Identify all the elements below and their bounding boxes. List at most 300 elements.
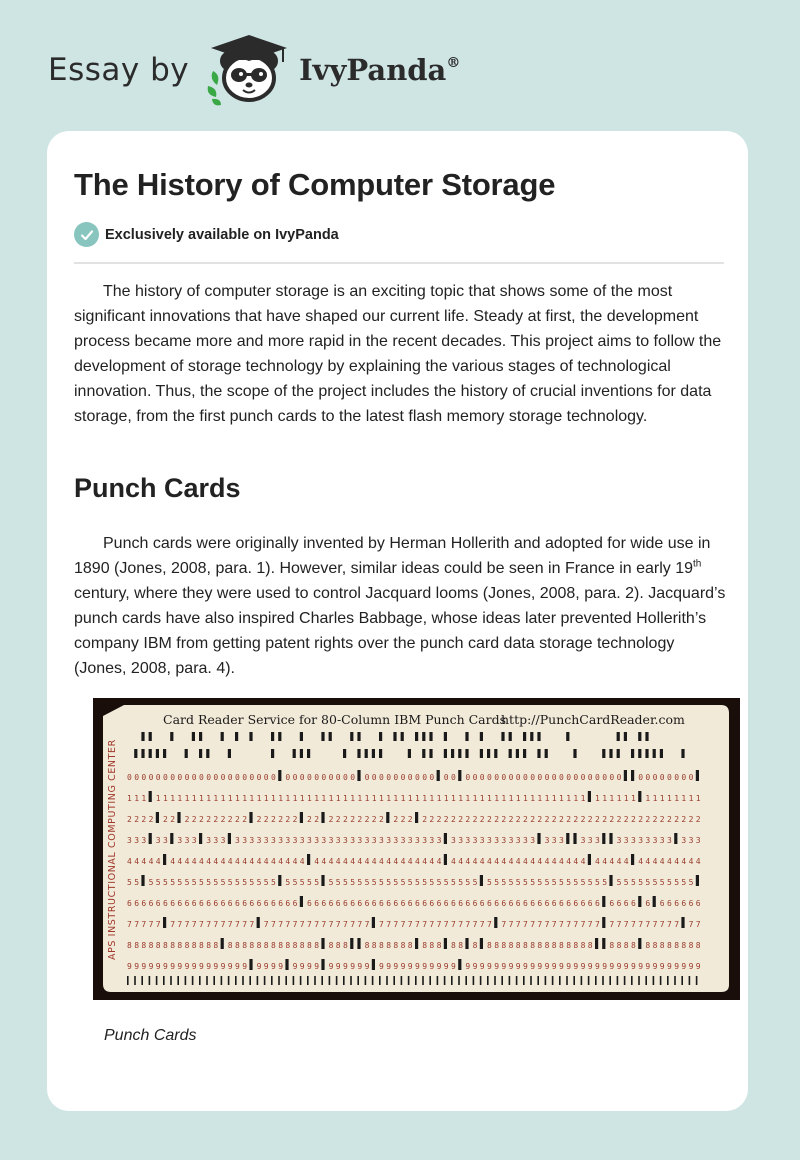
svg-text:0: 0 xyxy=(292,773,298,782)
svg-text:5: 5 xyxy=(371,878,377,887)
svg-text:1: 1 xyxy=(537,794,543,803)
svg-text:0: 0 xyxy=(487,773,492,782)
svg-text:9: 9 xyxy=(494,962,500,971)
svg-text:2: 2 xyxy=(328,815,334,824)
svg-text:0: 0 xyxy=(170,773,176,782)
svg-text:9: 9 xyxy=(278,962,284,971)
svg-text:3: 3 xyxy=(141,836,147,845)
svg-text:5: 5 xyxy=(515,878,521,887)
svg-text:4: 4 xyxy=(508,857,514,866)
svg-text:9: 9 xyxy=(559,962,564,971)
svg-text:4: 4 xyxy=(199,857,204,866)
svg-text:3: 3 xyxy=(415,836,420,845)
svg-text:9: 9 xyxy=(335,962,341,971)
svg-text:9: 9 xyxy=(623,962,629,971)
svg-text:9: 9 xyxy=(609,962,615,971)
svg-text:6: 6 xyxy=(494,899,500,908)
svg-text:6: 6 xyxy=(479,899,485,908)
svg-text:7: 7 xyxy=(451,920,456,929)
svg-text:0: 0 xyxy=(667,773,672,782)
svg-text:0: 0 xyxy=(379,773,384,782)
svg-text:0: 0 xyxy=(616,773,622,782)
svg-text:4: 4 xyxy=(263,857,269,866)
svg-text:4: 4 xyxy=(364,857,370,866)
svg-text:3: 3 xyxy=(249,836,255,845)
svg-text:3: 3 xyxy=(559,836,564,845)
svg-text:6: 6 xyxy=(163,899,168,908)
svg-text:2: 2 xyxy=(307,815,312,824)
svg-text:9: 9 xyxy=(429,962,435,971)
svg-text:2: 2 xyxy=(508,815,514,824)
svg-text:6: 6 xyxy=(227,899,233,908)
panda-logo-icon[interactable] xyxy=(203,31,295,109)
svg-text:8: 8 xyxy=(379,941,384,950)
svg-text:2: 2 xyxy=(616,815,622,824)
svg-text:1: 1 xyxy=(616,794,622,803)
svg-text:8: 8 xyxy=(256,941,262,950)
svg-text:2: 2 xyxy=(357,815,363,824)
svg-text:5: 5 xyxy=(256,878,262,887)
svg-text:8: 8 xyxy=(551,941,557,950)
svg-text:7: 7 xyxy=(415,920,420,929)
svg-text:9: 9 xyxy=(242,962,248,971)
svg-text:8: 8 xyxy=(191,941,197,950)
svg-text:4: 4 xyxy=(213,857,219,866)
svg-text:3: 3 xyxy=(371,836,377,845)
svg-text:7: 7 xyxy=(357,920,363,929)
svg-text:1: 1 xyxy=(544,794,550,803)
svg-text:1: 1 xyxy=(458,794,464,803)
svg-text:6: 6 xyxy=(616,899,622,908)
svg-text:5: 5 xyxy=(177,878,183,887)
svg-text:3: 3 xyxy=(299,836,305,845)
svg-text:3: 3 xyxy=(155,836,161,845)
svg-text:9: 9 xyxy=(573,962,579,971)
svg-text:1: 1 xyxy=(134,794,140,803)
svg-text:8: 8 xyxy=(141,941,147,950)
svg-text:3: 3 xyxy=(595,836,600,845)
svg-text:8: 8 xyxy=(429,941,435,950)
svg-text:8: 8 xyxy=(371,941,377,950)
svg-text:5: 5 xyxy=(299,878,305,887)
svg-text:7: 7 xyxy=(559,920,564,929)
svg-text:7: 7 xyxy=(638,920,644,929)
svg-text:2: 2 xyxy=(163,815,168,824)
svg-text:2: 2 xyxy=(335,815,341,824)
svg-text:6: 6 xyxy=(465,899,471,908)
svg-text:2: 2 xyxy=(191,815,197,824)
svg-text:5: 5 xyxy=(364,878,370,887)
svg-text:7: 7 xyxy=(249,920,255,929)
svg-text:7: 7 xyxy=(587,920,593,929)
svg-text:0: 0 xyxy=(479,773,485,782)
svg-text:9: 9 xyxy=(271,962,276,971)
svg-text:9: 9 xyxy=(631,962,636,971)
svg-text:3: 3 xyxy=(652,836,658,845)
svg-text:6: 6 xyxy=(213,899,219,908)
svg-text:0: 0 xyxy=(364,773,370,782)
svg-text:1: 1 xyxy=(307,794,312,803)
svg-text:2: 2 xyxy=(263,815,269,824)
svg-text:7: 7 xyxy=(386,920,392,929)
svg-text:6: 6 xyxy=(357,899,363,908)
svg-text:7: 7 xyxy=(393,920,399,929)
svg-text:5: 5 xyxy=(623,878,629,887)
svg-text:7: 7 xyxy=(631,920,636,929)
svg-text:1: 1 xyxy=(163,794,168,803)
svg-text:1: 1 xyxy=(213,794,219,803)
svg-text:7: 7 xyxy=(523,920,528,929)
svg-text:8: 8 xyxy=(688,941,694,950)
svg-text:7: 7 xyxy=(580,920,586,929)
svg-text:5: 5 xyxy=(249,878,255,887)
svg-text:9: 9 xyxy=(681,962,687,971)
svg-text:3: 3 xyxy=(436,836,442,845)
svg-text:1: 1 xyxy=(479,794,485,803)
svg-text:6: 6 xyxy=(587,899,593,908)
svg-text:7: 7 xyxy=(307,920,312,929)
svg-text:9: 9 xyxy=(357,962,363,971)
section-paragraph: Punch cards were originally invented by Herman Hollerith and adopted for wide use in 1890 (Jones, 2008, para. 1). However, similar ideas could be seen in France in early 19th century, where they were used to control Jacquard looms (Jones, 2008, para. 2). Jacquard’s punch cards have also inspired Charles Babbage, whose ideas later prevented Hollerith’s company IBM from getting patent rights over the punch card data storage technology (Jones, 2008, para. 4). xyxy=(74,535,726,677)
svg-text:5: 5 xyxy=(206,878,212,887)
svg-text:2: 2 xyxy=(530,815,536,824)
svg-text:3: 3 xyxy=(487,836,492,845)
svg-text:8: 8 xyxy=(249,941,255,950)
svg-text:3: 3 xyxy=(184,836,190,845)
svg-text:8: 8 xyxy=(544,941,550,950)
svg-text:7: 7 xyxy=(429,920,435,929)
svg-text:9: 9 xyxy=(191,962,197,971)
svg-text:2: 2 xyxy=(544,815,550,824)
svg-text:4: 4 xyxy=(170,857,176,866)
svg-text:9: 9 xyxy=(155,962,161,971)
svg-text:3: 3 xyxy=(494,836,500,845)
svg-text:1: 1 xyxy=(379,794,384,803)
svg-text:2: 2 xyxy=(256,815,262,824)
svg-text:1: 1 xyxy=(299,794,305,803)
card-header-left: Card Reader Service for 80-Column IBM Punch Cards xyxy=(163,712,507,727)
svg-text:0: 0 xyxy=(242,773,248,782)
svg-text:7: 7 xyxy=(213,920,219,929)
svg-text:0: 0 xyxy=(271,773,276,782)
svg-text:3: 3 xyxy=(256,836,262,845)
svg-text:2: 2 xyxy=(695,815,701,824)
svg-text:8: 8 xyxy=(422,941,428,950)
svg-text:3: 3 xyxy=(587,836,593,845)
svg-text:6: 6 xyxy=(422,899,428,908)
svg-text:0: 0 xyxy=(415,773,420,782)
svg-text:4: 4 xyxy=(184,857,190,866)
svg-text:7: 7 xyxy=(127,920,132,929)
svg-text:4: 4 xyxy=(487,857,492,866)
svg-text:3: 3 xyxy=(134,836,140,845)
svg-text:6: 6 xyxy=(328,899,334,908)
svg-text:9: 9 xyxy=(170,962,176,971)
svg-text:6: 6 xyxy=(314,899,320,908)
svg-text:9: 9 xyxy=(299,962,305,971)
card-side-text: APS INSTRUCTIONAL COMPUTING CENTER xyxy=(107,739,118,960)
svg-text:4: 4 xyxy=(537,857,543,866)
svg-text:5: 5 xyxy=(285,878,291,887)
svg-text:9: 9 xyxy=(127,962,132,971)
svg-text:7: 7 xyxy=(515,920,521,929)
svg-text:3: 3 xyxy=(551,836,557,845)
svg-text:7: 7 xyxy=(645,920,651,929)
svg-text:0: 0 xyxy=(407,773,413,782)
svg-text:6: 6 xyxy=(573,899,579,908)
svg-text:4: 4 xyxy=(415,857,420,866)
check-icon xyxy=(74,222,99,247)
svg-text:0: 0 xyxy=(659,773,665,782)
svg-text:3: 3 xyxy=(335,836,341,845)
svg-text:2: 2 xyxy=(566,815,572,824)
svg-text:7: 7 xyxy=(191,920,197,929)
svg-text:8: 8 xyxy=(566,941,572,950)
svg-text:9: 9 xyxy=(580,962,586,971)
svg-text:3: 3 xyxy=(343,836,348,845)
svg-text:3: 3 xyxy=(422,836,428,845)
svg-text:2: 2 xyxy=(314,815,320,824)
svg-text:3: 3 xyxy=(472,836,478,845)
svg-text:8: 8 xyxy=(285,941,291,950)
svg-text:6: 6 xyxy=(688,899,694,908)
svg-text:6: 6 xyxy=(451,899,456,908)
svg-text:8: 8 xyxy=(652,941,658,950)
svg-text:6: 6 xyxy=(271,899,276,908)
svg-text:3: 3 xyxy=(407,836,413,845)
svg-text:1: 1 xyxy=(321,794,327,803)
svg-text:0: 0 xyxy=(652,773,658,782)
svg-text:7: 7 xyxy=(609,920,615,929)
svg-text:6: 6 xyxy=(631,899,636,908)
svg-text:8: 8 xyxy=(213,941,219,950)
svg-text:3: 3 xyxy=(479,836,485,845)
svg-text:7: 7 xyxy=(472,920,478,929)
svg-text:1: 1 xyxy=(220,794,226,803)
svg-text:9: 9 xyxy=(523,962,528,971)
svg-text:2: 2 xyxy=(652,815,658,824)
svg-text:2: 2 xyxy=(479,815,485,824)
svg-text:9: 9 xyxy=(177,962,183,971)
svg-text:4: 4 xyxy=(623,857,629,866)
svg-text:5: 5 xyxy=(530,878,536,887)
svg-text:3: 3 xyxy=(515,836,521,845)
svg-text:9: 9 xyxy=(292,962,298,971)
svg-text:1: 1 xyxy=(199,794,204,803)
svg-text:7: 7 xyxy=(479,920,485,929)
svg-text:5: 5 xyxy=(292,878,298,887)
svg-text:4: 4 xyxy=(314,857,320,866)
svg-text:0: 0 xyxy=(299,773,305,782)
svg-text:3: 3 xyxy=(321,836,327,845)
svg-text:7: 7 xyxy=(422,920,428,929)
svg-text:1: 1 xyxy=(400,794,406,803)
svg-text:3: 3 xyxy=(530,836,536,845)
svg-text:8: 8 xyxy=(278,941,284,950)
svg-text:4: 4 xyxy=(551,857,557,866)
svg-text:8: 8 xyxy=(127,941,132,950)
svg-text:7: 7 xyxy=(695,920,701,929)
svg-text:7: 7 xyxy=(530,920,536,929)
svg-text:4: 4 xyxy=(652,857,658,866)
svg-text:0: 0 xyxy=(573,773,579,782)
svg-text:6: 6 xyxy=(415,899,420,908)
svg-text:4: 4 xyxy=(659,857,665,866)
svg-text:9: 9 xyxy=(544,962,550,971)
svg-text:0: 0 xyxy=(371,773,377,782)
svg-text:0: 0 xyxy=(602,773,608,782)
svg-text:8: 8 xyxy=(623,941,629,950)
svg-text:7: 7 xyxy=(206,920,212,929)
svg-text:0: 0 xyxy=(443,773,449,782)
svg-text:1: 1 xyxy=(602,794,608,803)
svg-text:1: 1 xyxy=(667,794,672,803)
svg-text:3: 3 xyxy=(638,836,644,845)
svg-text:4: 4 xyxy=(335,857,341,866)
svg-text:5: 5 xyxy=(508,878,514,887)
svg-text:6: 6 xyxy=(364,899,370,908)
svg-text:2: 2 xyxy=(134,815,140,824)
svg-text:5: 5 xyxy=(681,878,687,887)
article-card xyxy=(47,131,748,1111)
svg-text:3: 3 xyxy=(508,836,514,845)
svg-text:7: 7 xyxy=(220,920,226,929)
svg-text:4: 4 xyxy=(227,857,233,866)
svg-text:7: 7 xyxy=(688,920,694,929)
svg-text:8: 8 xyxy=(587,941,593,950)
svg-text:9: 9 xyxy=(220,962,226,971)
svg-text:6: 6 xyxy=(321,899,327,908)
divider xyxy=(74,262,724,264)
svg-text:3: 3 xyxy=(328,836,334,845)
svg-text:1: 1 xyxy=(263,794,269,803)
svg-text:9: 9 xyxy=(227,962,233,971)
svg-text:6: 6 xyxy=(681,899,687,908)
svg-text:5: 5 xyxy=(148,878,154,887)
svg-text:6: 6 xyxy=(343,899,348,908)
svg-text:7: 7 xyxy=(458,920,464,929)
svg-text:6: 6 xyxy=(407,899,413,908)
svg-text:1: 1 xyxy=(695,794,701,803)
svg-text:3: 3 xyxy=(645,836,651,845)
svg-text:6: 6 xyxy=(220,899,226,908)
svg-text:3: 3 xyxy=(357,836,363,845)
svg-text:8: 8 xyxy=(631,941,636,950)
svg-text:1: 1 xyxy=(688,794,694,803)
svg-text:5: 5 xyxy=(386,878,392,887)
svg-text:7: 7 xyxy=(551,920,557,929)
svg-text:7: 7 xyxy=(321,920,327,929)
svg-text:0: 0 xyxy=(515,773,521,782)
svg-text:1: 1 xyxy=(551,794,557,803)
svg-text:6: 6 xyxy=(487,899,492,908)
svg-text:3: 3 xyxy=(623,836,629,845)
svg-text:9: 9 xyxy=(530,962,536,971)
svg-text:0: 0 xyxy=(148,773,154,782)
svg-text:5: 5 xyxy=(422,878,428,887)
svg-text:8: 8 xyxy=(537,941,543,950)
svg-text:5: 5 xyxy=(429,878,435,887)
svg-text:3: 3 xyxy=(465,836,471,845)
svg-text:5: 5 xyxy=(335,878,341,887)
svg-text:3: 3 xyxy=(393,836,399,845)
svg-text:7: 7 xyxy=(199,920,204,929)
svg-text:5: 5 xyxy=(573,878,579,887)
svg-text:5: 5 xyxy=(631,878,636,887)
svg-text:2: 2 xyxy=(148,815,154,824)
svg-text:1: 1 xyxy=(652,794,658,803)
svg-text:5: 5 xyxy=(343,878,348,887)
svg-text:4: 4 xyxy=(271,857,276,866)
svg-text:0: 0 xyxy=(256,773,262,782)
svg-text:7: 7 xyxy=(508,920,514,929)
intro-paragraph: The history of computer storage is an exciting topic that shows some of the most significant innovations that have shaped our current life. Steady at first, the development process became more and more rapid in the recent decades. This project aims to follow the development of storage technology by explaining the various stages of technological innovation. Thus, the scope of the project includes the history of crucial inventions for data storage, from the first punch cards to the latest flash memory storage technology. xyxy=(74,283,722,425)
svg-text:0: 0 xyxy=(451,773,456,782)
svg-text:6: 6 xyxy=(436,899,442,908)
svg-text:1: 1 xyxy=(357,794,363,803)
svg-text:9: 9 xyxy=(566,962,572,971)
svg-text:9: 9 xyxy=(350,962,356,971)
svg-text:6: 6 xyxy=(544,899,550,908)
svg-text:5: 5 xyxy=(667,878,672,887)
svg-text:0: 0 xyxy=(249,773,255,782)
svg-text:4: 4 xyxy=(235,857,240,866)
svg-text:3: 3 xyxy=(580,836,586,845)
svg-text:4: 4 xyxy=(501,857,507,866)
svg-text:1: 1 xyxy=(559,794,564,803)
svg-text:8: 8 xyxy=(523,941,528,950)
svg-text:2: 2 xyxy=(271,815,276,824)
svg-text:1: 1 xyxy=(242,794,248,803)
svg-text:6: 6 xyxy=(235,899,240,908)
svg-text:2: 2 xyxy=(681,815,687,824)
svg-text:3: 3 xyxy=(271,836,276,845)
svg-text:9: 9 xyxy=(235,962,240,971)
svg-text:9: 9 xyxy=(602,962,608,971)
svg-text:5: 5 xyxy=(415,878,420,887)
svg-text:4: 4 xyxy=(479,857,485,866)
svg-text:4: 4 xyxy=(695,857,701,866)
svg-text:0: 0 xyxy=(688,773,694,782)
svg-text:1: 1 xyxy=(364,794,370,803)
svg-text:4: 4 xyxy=(299,857,305,866)
svg-text:2: 2 xyxy=(580,815,586,824)
svg-text:2: 2 xyxy=(487,815,492,824)
svg-text:6: 6 xyxy=(191,899,197,908)
svg-text:1: 1 xyxy=(393,794,399,803)
svg-text:8: 8 xyxy=(472,941,478,950)
svg-text:8: 8 xyxy=(508,941,514,950)
svg-text:2: 2 xyxy=(515,815,521,824)
svg-text:0: 0 xyxy=(141,773,147,782)
svg-text:8: 8 xyxy=(436,941,442,950)
svg-text:3: 3 xyxy=(177,836,183,845)
svg-text:5: 5 xyxy=(659,878,665,887)
svg-text:5: 5 xyxy=(163,878,168,887)
svg-text:4: 4 xyxy=(350,857,356,866)
svg-text:5: 5 xyxy=(580,878,586,887)
svg-text:6: 6 xyxy=(307,899,312,908)
svg-text:2: 2 xyxy=(595,815,600,824)
svg-text:2: 2 xyxy=(227,815,233,824)
svg-text:8: 8 xyxy=(386,941,392,950)
figure-caption: Punch Cards xyxy=(104,1027,197,1044)
svg-text:8: 8 xyxy=(364,941,370,950)
svg-text:5: 5 xyxy=(472,878,478,887)
svg-text:6: 6 xyxy=(400,899,406,908)
svg-text:9: 9 xyxy=(695,962,701,971)
svg-text:6: 6 xyxy=(645,899,651,908)
